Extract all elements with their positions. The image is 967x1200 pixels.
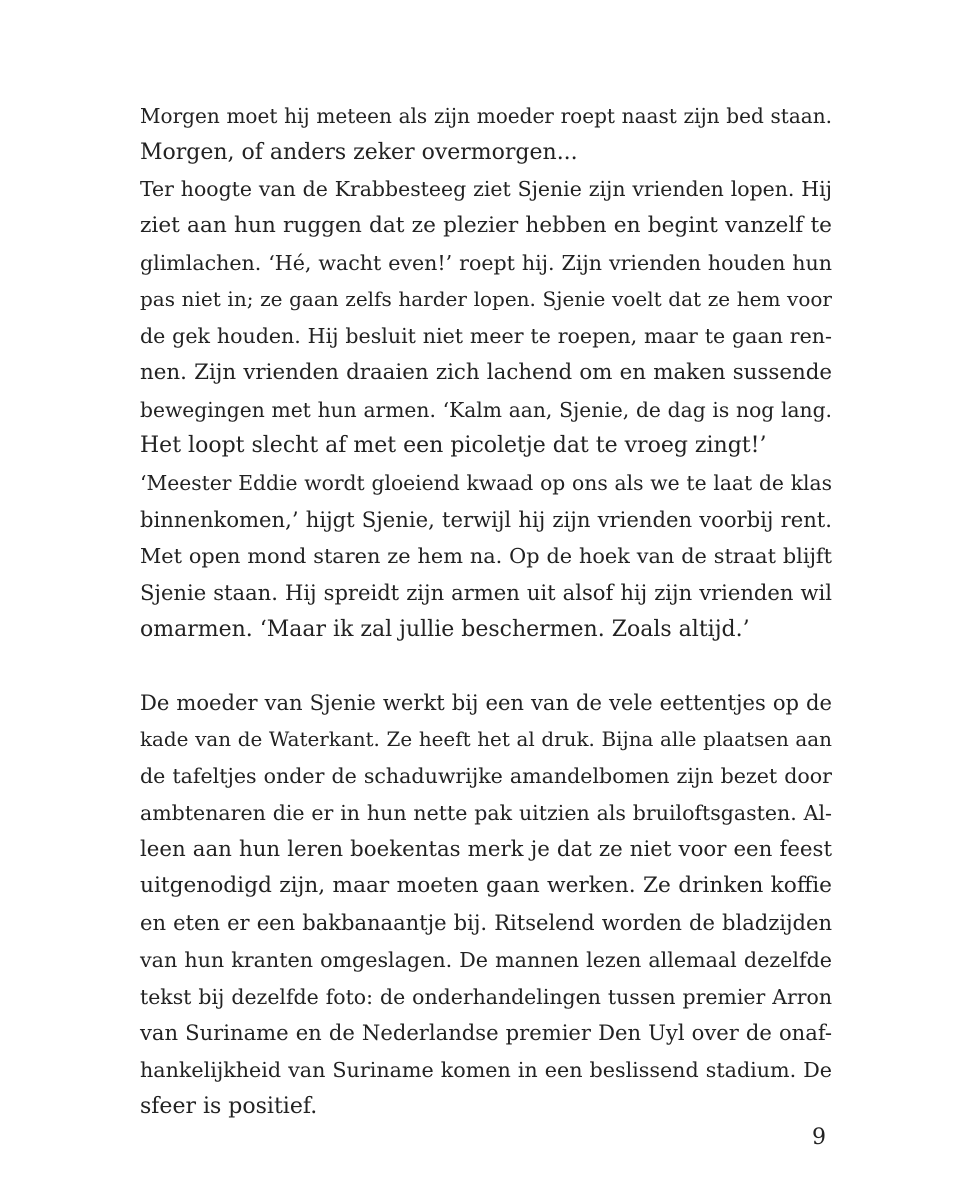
paragraph: [140, 685, 832, 1125]
text-line: bewegingen met hun armen. ‘Kalm aan, Sjenie, de dag is nog lang.: [140, 397, 832, 422]
text-line: Morgen moet hij meteen als zijn moeder roept naast zijn bed staan.: [140, 104, 832, 128]
paragraph: [140, 465, 832, 648]
paragraph: [140, 98, 832, 171]
text-line: ambtenaren die er in hun nette pak uitzien als bruiloftsgasten. Al-: [140, 801, 832, 826]
text-line: uitgenodigd zijn, maar moeten gaan werken. Ze drinken koffie: [140, 873, 832, 899]
text-line: van hun kranten omgeslagen. De mannen lezen allemaal dezelfde: [140, 947, 832, 972]
text-line: kade van de Waterkant. Ze heeft het al druk. Bijna alle plaatsen aan: [140, 727, 832, 751]
text-line: hankelijkheid van Suriname komen in een beslissend stadium. De: [140, 1057, 832, 1082]
page-number: 9: [812, 1125, 826, 1150]
text-line: leen aan hun leren boekentas merk je dat ze niet voor een feest: [140, 836, 832, 862]
text-line: binnenkomen,’ hijgt Sjenie, terwijl hij zijn vrienden voorbij rent.: [140, 506, 832, 532]
text-line: sfeer is positief.: [140, 1093, 318, 1119]
paragraph: [140, 171, 832, 465]
text-line: tekst bij dezelfde foto: de onderhandelingen tussen premier Arron: [140, 984, 832, 1009]
text-line: omarmen. ‘Maar ik zal jullie beschermen. Zoals altijd.’: [140, 616, 750, 642]
text-line: Ter hoogte van de Krabbesteeg ziet Sjenie zijn vrienden lopen. Hij: [140, 177, 832, 202]
text-line: van Suriname en de Nederlandse premier Den Uyl over de onaf-: [140, 1020, 832, 1046]
text-line: De moeder van Sjenie werkt bij een van de vele eettentjes op de: [140, 690, 832, 715]
text-line: Morgen, of anders zeker overmorgen...: [140, 139, 578, 165]
text-line: de tafeltjes onder de schaduwrijke amandelbomen zijn bezet door: [140, 764, 832, 789]
text-line: glimlachen. ‘Hé, wacht even!’ roept hij. Zijn vrienden houden hun: [140, 250, 832, 275]
text-line: pas niet in; ze gaan zelfs harder lopen. Sjenie voelt dat ze hem voor: [140, 287, 832, 312]
text-line: Met open mond staren ze hem na. Op de hoek van de straat blijft: [140, 544, 832, 569]
book-page-text: [140, 98, 832, 1125]
text-line: nen. Zijn vrienden draaien zich lachend om en maken sussende: [140, 359, 832, 385]
text-line: ‘Meester Eddie wordt gloeiend kwaad op ons als we te laat de klas: [140, 470, 832, 495]
text-line: Het loopt slecht af met een picoletje dat te vroeg zingt!’: [140, 433, 767, 459]
text-line: en eten er een bakbanaantje bij. Ritselend worden de bladzijden: [140, 910, 832, 936]
section-break: [140, 648, 832, 685]
text-line: de gek houden. Hij besluit niet meer te roepen, maar te gaan ren-: [140, 324, 832, 349]
text-line: Sjenie staan. Hij spreidt zijn armen uit alsof hij zijn vrienden wil: [140, 579, 832, 605]
text-line: ziet aan hun ruggen dat ze plezier hebben en begint vanzelf te: [140, 213, 832, 239]
